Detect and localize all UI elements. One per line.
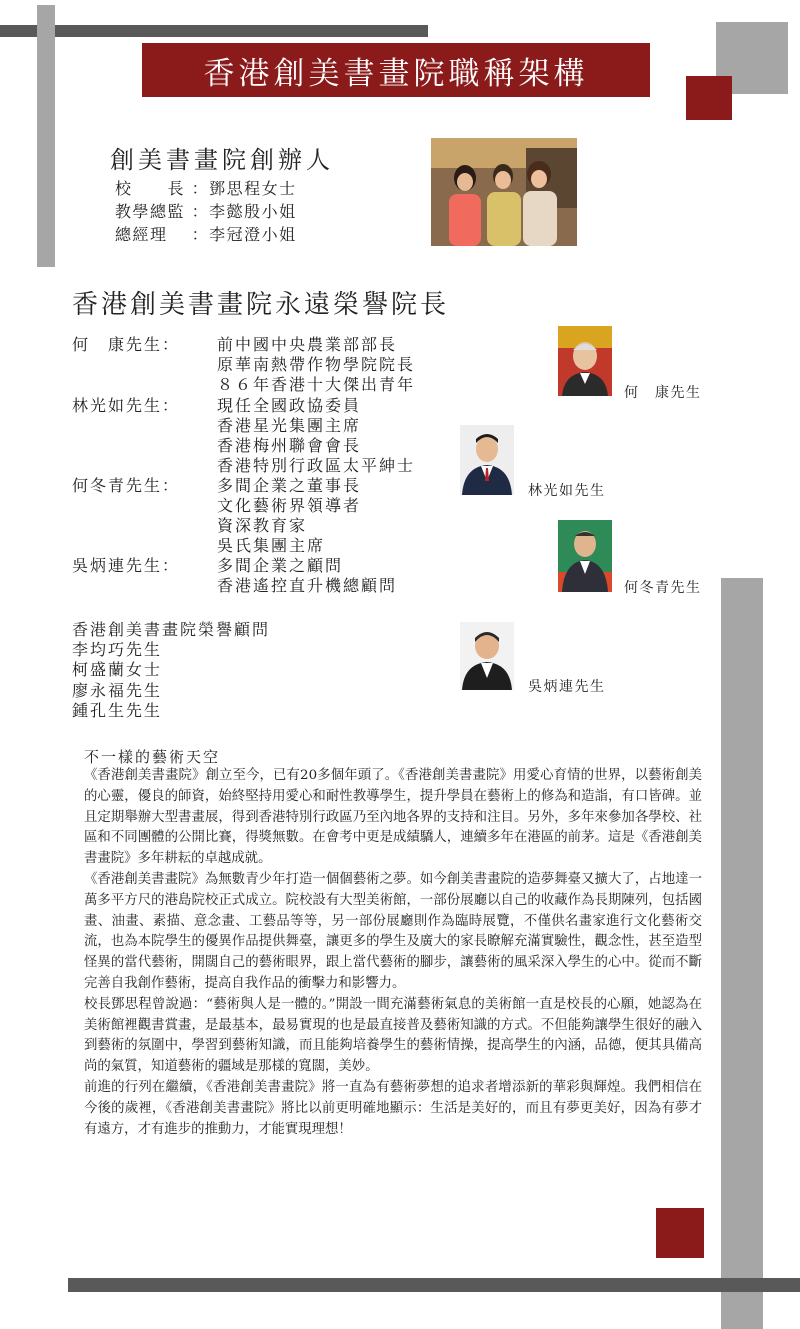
president-name: 何冬青先生： [72, 476, 181, 495]
top-divider-bar [0, 25, 428, 37]
president-name: 何 康先生： [72, 335, 181, 354]
president-role: 香港特別行政區太平紳士 [217, 456, 416, 475]
founder-role: 教學總監 [115, 202, 186, 221]
portrait-caption: 何 康先生 [624, 385, 702, 401]
portrait-he-dongqing [558, 520, 612, 592]
article-paragraph: 《香港創美書畫院》為無數青少年打造一個個藝術之夢。如今創美書畫院的造夢舞臺又擴大了，占地達一萬多平方尺的港島院校正式成立。院校設有大型美術館，一部份展廳以自己的收藏作為長期陳列，包括國畫、油畫、素描、意念畫、工藝品等等，另一部份展廳則作為臨時展覽，不僅供名畫家進行文化藝術交流，也為本院學生的優異作品提供舞臺，讓更多的學生及廣大的家長瞭解充滿實驗性，觀念性，甚至造型怪異的當代藝術，開闊自己的藝術眼界，跟上當代藝術的腳步，讓藝術的風采深入學生的心中。從而不斷完善自我創作藝術，提高自我作品的衝擊力和影響力。 [84, 871, 702, 991]
president-role: 香港遙控直升機總顧問 [217, 576, 398, 595]
red-accent-square-bottom [656, 1208, 704, 1258]
red-accent-square-top [686, 76, 732, 120]
president-role: 原華南熱帶作物學院院長 [217, 355, 416, 374]
portrait-caption: 吳炳連先生 [528, 679, 606, 695]
president-role: 文化藝術界領導者 [217, 496, 362, 515]
founder-row: 教學總監 ：李懿殷小姐 [115, 202, 297, 221]
president-role: 吳氏集團主席 [217, 536, 326, 555]
president-role: 多間企業之董事長 [217, 476, 362, 495]
president-name: 吳炳連先生： [72, 556, 181, 575]
president-role: 資深教育家 [217, 516, 308, 535]
honorary-presidents-heading: 香港創美書畫院永遠榮譽院長 [72, 290, 450, 320]
article-paragraph: 校長鄧思程曾說過：“藝術與人是一體的。”開設一間充滿藝術氣息的美術館一直是校長的心願，她認為在美術館裡觀書賞畫，是最基本，最易實現的也是最直接普及藝術知識的方式。不但能夠讓學生很好的融入到藝術的氛圍中，學習到藝術知識，而且能夠培養學生的藝術情操，提高學生的內涵，品德，便其具備高尚的氣質，知道藝術的疆域是那樣的寬闊，美妙。 [84, 996, 702, 1075]
president-role: 香港梅州聯會會長 [217, 436, 362, 455]
president-role: 香港星光集團主席 [217, 416, 362, 435]
founder-role: 總經理 [115, 225, 186, 244]
founder-role: 校 長 [115, 179, 186, 198]
advisor-name: 鍾孔生先生 [72, 701, 163, 720]
portrait-he-kang [558, 326, 612, 396]
left-accent-bar [37, 5, 55, 267]
founder-name: 李冠澄小姐 [209, 225, 297, 244]
advisors-heading: 香港創美書畫院榮譽顧問 [72, 620, 271, 639]
founder-row: 校 長 ：鄧思程女士 [115, 179, 297, 198]
president-role: 現任全國政協委員 [217, 396, 362, 415]
bottom-divider-bar [68, 1278, 800, 1292]
president-name: 林光如先生： [72, 396, 181, 415]
article-heading: 不一樣的藝術天空 [84, 748, 221, 766]
article-body [84, 766, 702, 1140]
founder-name: 李懿殷小姐 [209, 202, 297, 221]
founders-group-photo [431, 138, 577, 246]
article-paragraph: 前進的行列在繼續，《香港創美書畫院》將一直為有藝術夢想的追求者增添新的華彩與輝煌。我們相信在今後的歲裡，《香港創美書畫院》將比以前更明確地顯示：生活是美好的，而且有夢更美好，因為有夢才有遠方，才有進步的推動力，才能實現理想！ [84, 1079, 702, 1137]
right-accent-bar [721, 578, 763, 1329]
portrait-caption: 何冬青先生 [624, 580, 702, 596]
article-paragraph: 《香港創美書畫院》創立至今，已有20多個年頭了。《香港創美書畫院》用愛心育情的世界，以藝術創美的心靈，優良的師資，始終堅持用愛心和耐性教導學生，提升學員在藝術上的修為和造詣，有口皆碑。並且定期舉辦大型書畫展，得到香港特別行政區乃至內地各界的支持和注目。另外，多年來參加各學校、社區和不同團體的公開比賽，得獎無數。在會考中更是成績驕人，連續多年在港區的前茅。這是《香港創美書畫院》多年耕耘的卓越成就。 [84, 768, 702, 867]
founders-heading: 創美書畫院創辦人 [110, 146, 334, 174]
portrait-wu-binglian [460, 622, 514, 690]
founder-name: 鄧思程女士 [209, 179, 297, 198]
advisor-name: 李均巧先生 [72, 640, 163, 659]
portrait-lin-guangru [460, 425, 514, 495]
founder-row: 總經理 ：李冠澄小姐 [115, 225, 297, 244]
advisor-name: 廖永福先生 [72, 681, 163, 700]
president-role: 前中國中央農業部部長 [217, 335, 398, 354]
president-role: 多間企業之顧問 [217, 556, 344, 575]
advisor-name: 柯盛蘭女士 [72, 660, 163, 679]
page-title: 香港創美書畫院職稱架構 [142, 43, 650, 97]
portrait-caption: 林光如先生 [528, 483, 606, 499]
president-role: ８６年香港十大傑出青年 [217, 375, 416, 394]
